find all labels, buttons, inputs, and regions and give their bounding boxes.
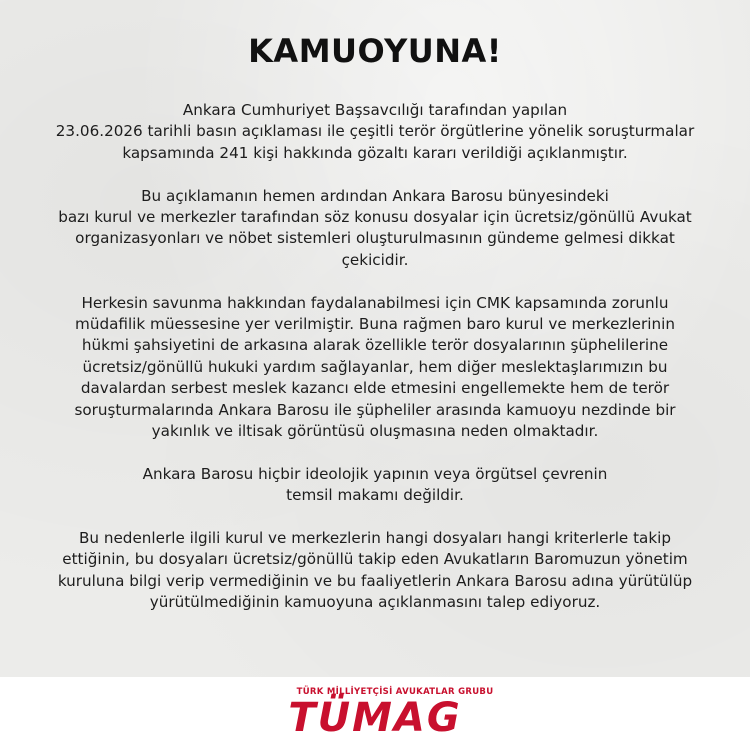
paragraph-line: davalardan serbest meslek kazancı elde etmesini engellemekte hem de terör: [80, 379, 670, 398]
logo-subtitle: TÜRK MİLLİYETÇİSİ AVUKATLAR GRUBU: [296, 687, 494, 697]
footer-logo-bar: [0, 677, 750, 750]
paragraph-2: [25, 186, 725, 272]
paragraph-line: hükmi şahsiyetini de arkasına alarak özellikle terör dosyalarının şüphelilerine: [81, 336, 669, 355]
paragraph-line: ücretsiz/gönüllü hukuki yardım sağlayanlar, hem diğer meslektaşlarımızın bu: [82, 357, 668, 376]
paragraph-line: Herkesin savunma hakkından faydalanabilmesi için CMK kapsamında zorunlu: [81, 293, 669, 312]
paragraph-line: müdafilik müessesine yer verilmiştir. Buna rağmen baro kurul ve merkezlerinin: [75, 315, 675, 334]
paragraph-1: [25, 100, 725, 164]
paragraph-line: kuruluna bilgi verip vermediğinin ve bu faaliyetlerin Ankara Barosu adına yürütülüp: [57, 571, 693, 590]
statement-body: [25, 100, 725, 635]
paragraph-line: kapsamında 241 kişi hakkında gözaltı kararı verildiği açıklanmıştır.: [122, 143, 628, 162]
paragraph-line: 23.06.2026 tarihli basın açıklaması ile çeşitli terör örgütlerine yönelik soruşturmalar: [55, 122, 695, 141]
paragraph-line: Ankara Cumhuriyet Başsavcılığı tarafından yapılan: [182, 101, 568, 119]
paragraph-line: bazı kurul ve merkezler tarafından söz konusu dosyalar için ücretsiz/gönüllü Avukat: [58, 208, 692, 227]
paragraph-line: Bu nedenlerle ilgili kurul ve merkezlerin hangi dosyaları hangi kriterlerle takip: [78, 529, 672, 548]
paragraph-3: [25, 293, 725, 443]
paragraph-line: soruşturmalarında Ankara Barosu ile şüpheliler arasında kamuoyu nezdinde bir: [74, 400, 676, 419]
paragraph-line: yürütülmediğinin kamuoyuna açıklanmasını talep ediyoruz.: [149, 593, 601, 612]
paragraph-line: Bu açıklamanın hemen ardından Ankara Barosu bünyesindeki: [141, 186, 609, 205]
paragraph-line: ettiğinin, bu dosyaları ücretsiz/gönüllü takip eden Avukatların Baromuzun yönetim: [62, 550, 688, 569]
paragraph-line: temsil makamı değildir.: [286, 486, 464, 505]
paragraph-line: Ankara Barosu hiçbir ideolojik yapının veya örgütsel çevrenin: [142, 464, 608, 483]
paragraph-line: yakınlık ve iltisak görüntüsü oluşmasına neden olmaktadır.: [151, 422, 599, 441]
paragraph-line: çekicidir.: [341, 250, 409, 269]
paragraph-5: [25, 528, 725, 614]
paragraph-4: [25, 464, 725, 507]
page-title: KAMUOYUNA!: [248, 32, 502, 70]
paragraph-line: organizasyonları ve nöbet sistemleri oluşturulmasının gündeme gelmesi dikkat: [75, 229, 675, 248]
tumag-logo: TÜMAG: [288, 695, 462, 741]
